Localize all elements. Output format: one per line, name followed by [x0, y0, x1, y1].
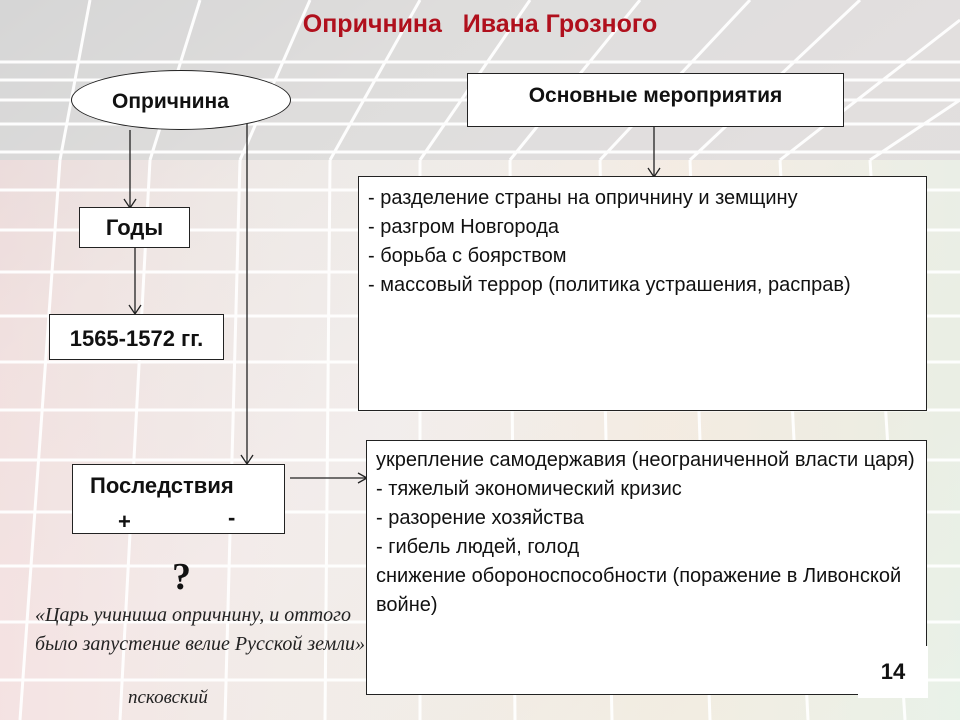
measures-item: - борьба с боярством [368, 245, 567, 267]
consequences-item: - тяжелый экономический кризис [376, 478, 682, 500]
chronicle-quote: «Царь учиниша опричнину, и оттого было запустение велие Русской земли» [35, 604, 366, 655]
oprichnina-label: Опричнина [112, 90, 229, 113]
measures-item: - разделение страны на опричнину и земщину [368, 187, 798, 209]
quote-author: псковский [128, 687, 208, 708]
plus-sign: + [118, 509, 131, 534]
minus-sign: - [228, 505, 236, 530]
measures-item: - массовый террор (политика устрашения, расправ) [368, 274, 851, 296]
consequences-label: Последствия [90, 473, 234, 498]
consequences-item: - гибель людей, голод [376, 536, 580, 558]
consequences-item: - разорение хозяйства [376, 507, 584, 529]
consequences-item: укрепление самодержавия (неограниченной власти царя) [376, 449, 915, 471]
consequences-item: снижение обороноспособности (поражение в Ливонской войне) [376, 565, 902, 616]
consequences-box [72, 464, 285, 534]
measures-header-label: Основные мероприятия [528, 84, 783, 107]
measures-item: - разгром Новгорода [368, 216, 560, 238]
consequences-list-box [366, 440, 927, 695]
measures-list-box [358, 176, 927, 411]
years-box [79, 207, 190, 248]
dates-label: 1565-1572 гг. [69, 326, 204, 351]
question-mark: ? [172, 556, 191, 598]
years-label: Годы [105, 215, 164, 240]
page-number: 14 [858, 646, 928, 698]
page-title: Опричнина Ивана Грозного [302, 10, 658, 38]
measures-header-box [467, 73, 844, 127]
